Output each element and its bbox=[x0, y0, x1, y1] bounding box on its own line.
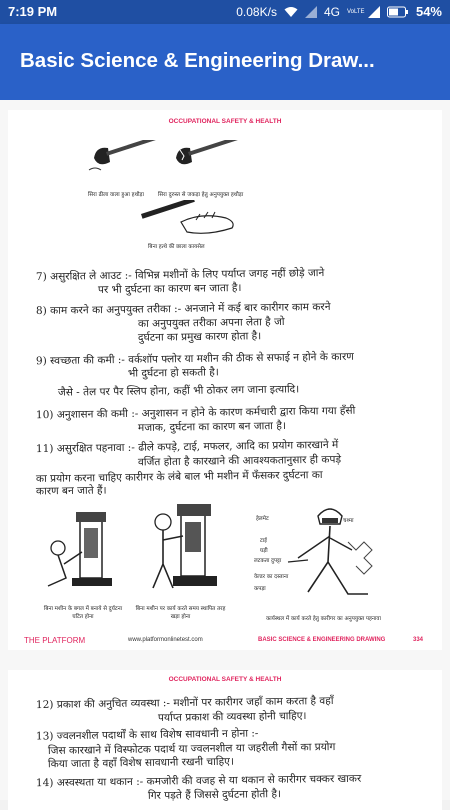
document-viewer[interactable] bbox=[0, 100, 450, 800]
document-page-2 bbox=[8, 670, 442, 810]
note-line: भी दुर्घटना हो सकती है। bbox=[127, 366, 219, 380]
network-type: 4G bbox=[323, 4, 340, 19]
note-line: 11) असुरक्षित पहनावा :- ढीले कपड़े, टाई, मफलर, आदि का प्रयोग कारखाने में bbox=[35, 438, 339, 456]
caption-loose-hammer: सिरा ढीला वाला हुआ हथौड़ा bbox=[88, 192, 144, 198]
drill-machine-posture-illustration bbox=[133, 502, 228, 598]
cracked-hammer-illustration bbox=[168, 140, 248, 190]
note-line: पर भी दुर्घटना का कारण बन जाता है। bbox=[97, 281, 242, 297]
note-line: का प्रयोग करना चाहिए कारीगर के लंबे बाल भी मशीन में फँसकर दुर्घटना का bbox=[35, 468, 323, 486]
network-speed: 0.08K/s bbox=[236, 4, 277, 19]
welder-label: घड़ी bbox=[260, 548, 268, 554]
note-line: 14) अस्वस्थता या थकान :- कमजोरी की वजह से या थकान से कारीगर चक्कर खाकर bbox=[35, 772, 362, 790]
page-header: OCCUPATIONAL SAFETY & HEALTH bbox=[168, 676, 282, 683]
welder-label: चश्मा bbox=[343, 518, 354, 524]
battery-icon bbox=[387, 6, 409, 18]
page-footer bbox=[8, 636, 442, 648]
caption-machine-1: बिना मशीन के बगल में बनाये से दुर्घटना घटित होना bbox=[43, 606, 123, 620]
page-header: OCCUPATIONAL SAFETY & HEALTH bbox=[168, 118, 282, 125]
welder-label: लटकता दुपट्टा bbox=[254, 558, 282, 564]
note-line: का अनुपयुक्त तरीका अपना लेता है जो bbox=[137, 315, 285, 331]
caption-cracked-hammer: सिरा दुरुस्त से जकड़ा हेतु अनुपयुक्त हथौड़ा bbox=[158, 192, 244, 198]
welder-label: हेलमेट bbox=[256, 516, 269, 522]
note-line: जैसे - तेल पर पैर स्लिप होना, कहीं भी ठोकर लग जाना इत्यादि। bbox=[57, 383, 300, 399]
drill-machine-accident-illustration bbox=[38, 508, 128, 598]
footer-website: www.platformonlinetest.com bbox=[128, 637, 203, 643]
note-line: 7) असुरक्षित ले आउट :- विभिन्न मशीनों के लिए पर्याप्त जगह नहीं छोड़े जाने bbox=[35, 266, 325, 284]
welder-label: टाई bbox=[260, 538, 267, 544]
note-line: गिर पड़ते हैं जिससे दुर्घटना होती है। bbox=[147, 788, 282, 802]
chisel-hand-illustration bbox=[136, 200, 246, 240]
note-line: कारण बन जाते हैं। bbox=[35, 484, 107, 498]
status-bar bbox=[0, 0, 450, 24]
signal-icon bbox=[305, 6, 317, 18]
wifi-icon bbox=[284, 6, 298, 18]
caption-chisel: बिना हत्थे की छाला कायसेल bbox=[148, 244, 205, 250]
document-page-1 bbox=[8, 110, 442, 650]
status-time: 7:19 PM bbox=[8, 4, 58, 19]
footer-publisher: THE PLATFORM bbox=[24, 636, 86, 645]
app-bar bbox=[0, 24, 450, 100]
caption-welder: कार्यस्थल में कार्य करते हेतु कारीगर का अनुपयुक्त पहनावा bbox=[266, 616, 381, 622]
battery-level: 54% bbox=[415, 4, 442, 19]
volte-label: VoLTE bbox=[346, 8, 365, 15]
note-line: 9) स्वच्छता की कमी :- वर्कशॉप फ्लोर या मशीन की ठीक से सफाई न होने के कारण bbox=[35, 350, 354, 368]
note-line: 10) अनुशासन की कमी :- अनुशासन न होने के कारण कर्मचारी द्वारा किया गया हँसी bbox=[35, 404, 356, 422]
note-line: मजाक, दुर्घटना का कारण बन जाता है। bbox=[137, 419, 286, 435]
welder-attire-illustration bbox=[278, 502, 388, 612]
welder-label: वेल्डर का दस्ताना bbox=[254, 574, 289, 580]
footer-book-title: BASIC SCIENCE & ENGINEERING DRAWING bbox=[258, 637, 386, 643]
footer-page-number: 334 bbox=[413, 637, 424, 643]
note-line: किया जाता है वहाँ विशेष सावधानी रखनी चाहिए। bbox=[47, 755, 235, 771]
note-line: 8) काम करने का अनुपयुक्त तरीका :- अनजाने में कई बार कारीगर काम करने bbox=[35, 300, 331, 318]
note-line: 12) प्रकाश की अनुचित व्यवस्था :- मशीनों पर कारीगर जहाँ काम करता है वहाँ bbox=[35, 694, 334, 712]
signal-strength-icon bbox=[368, 6, 380, 18]
note-line: वर्जित होता है कारखाने की आवश्यकतानुसार ही कपड़े bbox=[137, 453, 342, 469]
welder-label: कपड़ा bbox=[254, 586, 266, 592]
loose-hammer-illustration bbox=[86, 140, 166, 190]
app-title: Basic Science & Engineering Draw... bbox=[20, 49, 375, 72]
note-line: जिस कारखाने में विस्फोटक पदार्थ या ज्वलनशील या जहरीली गैसों का प्रयोग bbox=[47, 740, 336, 758]
status-icons bbox=[236, 4, 442, 19]
caption-machine-2: बिना मशीन पर कार्य करते समय स्थापित तरह खड़ा होना bbox=[135, 606, 226, 620]
note-line: पर्याप्त प्रकाश की व्यवस्था होनी चाहिए। bbox=[157, 709, 307, 725]
note-line: दुर्घटना का प्रमुख कारण होता है। bbox=[137, 330, 262, 344]
note-line: 13) ज्वलनशील पदार्थों के साथ विशेष सावधानी न होना :- bbox=[35, 727, 259, 743]
